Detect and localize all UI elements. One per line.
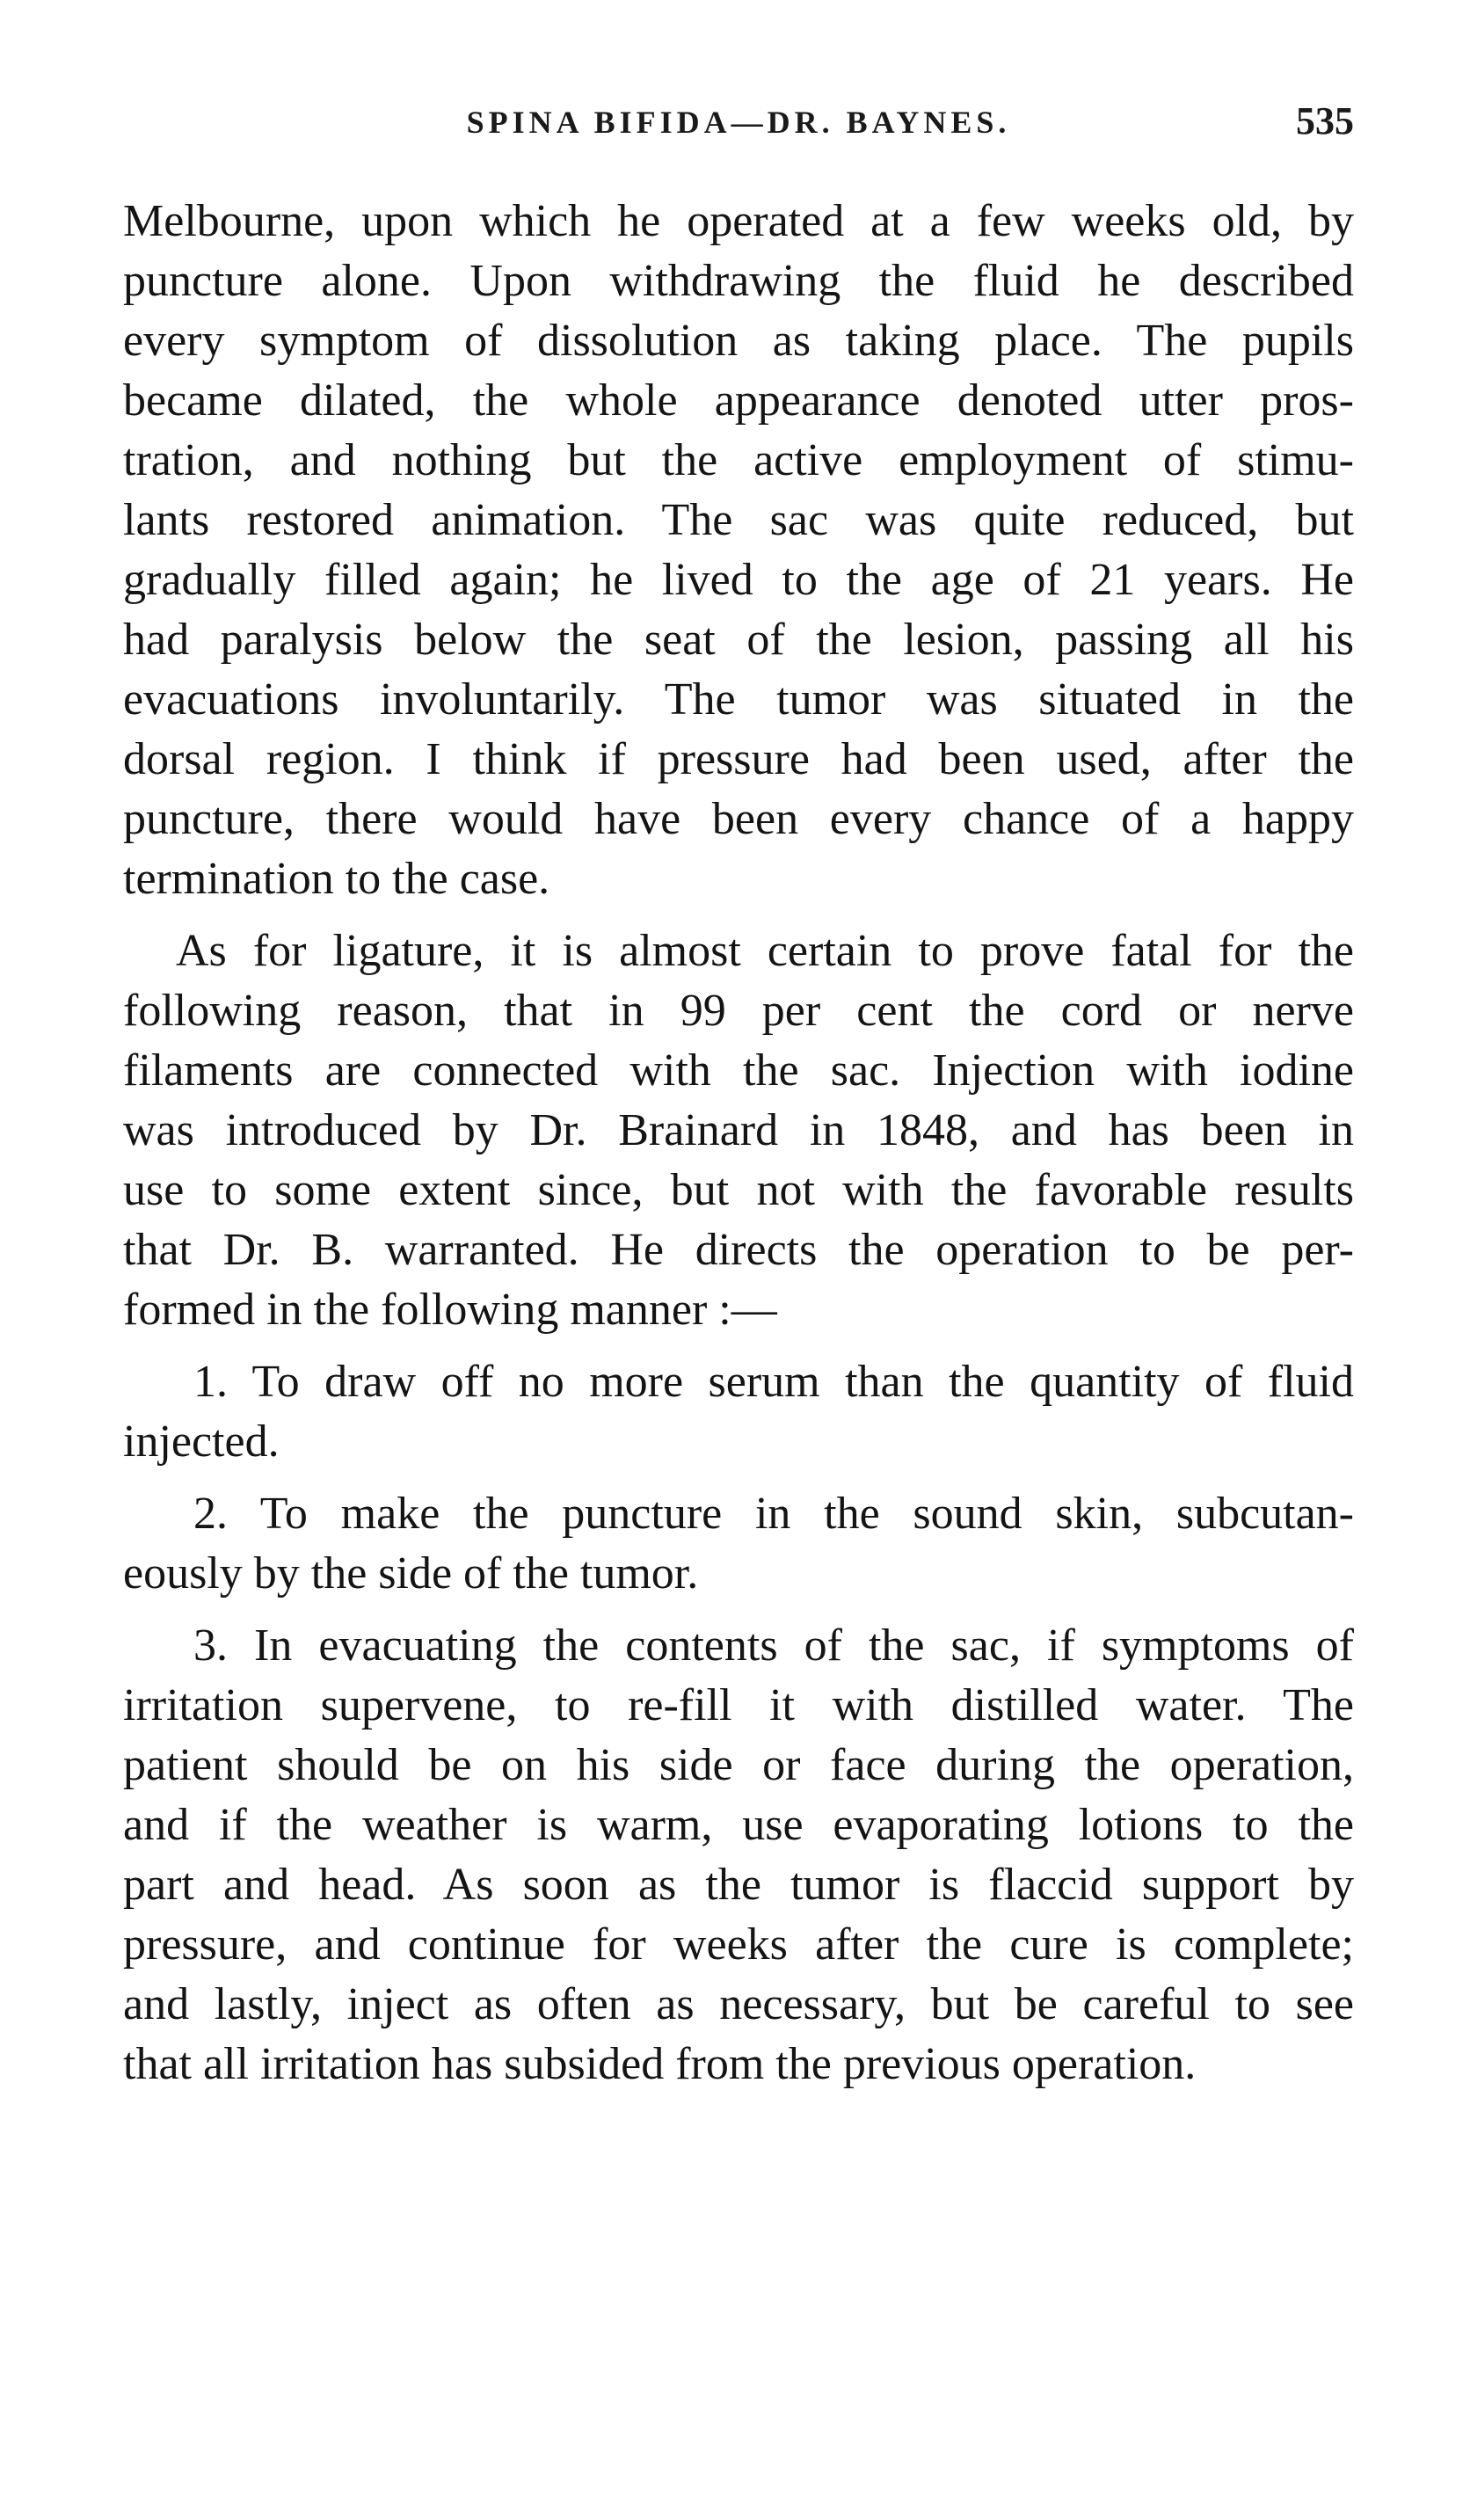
text-line: that Dr. B. warranted. He directs the operation to be per- [123, 1225, 1354, 1275]
page-number: 535 [1296, 99, 1354, 142]
running-head: SPINA BIFIDA—DR. BAYNES. [466, 105, 1011, 140]
text-line: puncture, there would have been every chance of a happy [123, 794, 1354, 844]
text-line: that all irritation has subsided from the previous operation. [123, 2039, 1197, 2089]
numbered-item [123, 1352, 1354, 1472]
text-line: tration, and nothing but the active employment of stimu- [123, 435, 1354, 485]
text-line: patient should be on his side or face during the operation, [123, 1740, 1354, 1790]
text-line: following reason, that in 99 per cent the cord or nerve [123, 986, 1354, 1036]
text-line: formed in the following manner :— [123, 1285, 777, 1335]
text-line: use to some extent since, but not with the favorable results [123, 1165, 1354, 1215]
text-line: gradually filled again; he lived to the age of 21 years. He [123, 555, 1354, 605]
text-line: dorsal region. I think if pressure had been used, after the [123, 734, 1354, 784]
text-line: and if the weather is warm, use evaporating lotions to the [123, 1800, 1354, 1850]
text-line: filaments are connected with the sac. Injection with iodine [123, 1045, 1354, 1096]
text-line: As for ligature, it is almost certain to prove fatal for the [176, 926, 1354, 976]
paragraph [123, 921, 1354, 1340]
text-line: part and head. As soon as the tumor is flaccid support by [123, 1860, 1354, 1910]
text-line: became dilated, the whole appearance denoted utter pros- [123, 375, 1354, 426]
text-line: and lastly, inject as often as necessary, but be careful to see [123, 1979, 1354, 2029]
text-line: puncture alone. Upon withdrawing the fluid he described [123, 256, 1354, 306]
text-line: eously by the side of the tumor. [123, 1548, 699, 1599]
body-text [123, 192, 1354, 2094]
text-line: pressure, and continue for weeks after the cure is complete; [123, 1919, 1354, 1970]
numbered-item [123, 1616, 1354, 2094]
text-line: every symptom of dissolution as taking place. The pupils [123, 316, 1354, 366]
text-line: had paralysis below the seat of the lesion, passing all his [123, 615, 1354, 665]
text-line: termination to the case. [123, 854, 550, 904]
text-line: 1. To draw off no more serum than the quantity of fluid [193, 1357, 1354, 1407]
text-line: evacuations involuntarily. The tumor was situated in the [123, 674, 1354, 725]
paragraph [123, 192, 1354, 909]
numbered-item [123, 1484, 1354, 1604]
text-line: irritation supervene, to re-fill it with distilled water. The [123, 1680, 1354, 1730]
text-line: 2. To make the puncture in the sound skin, subcutan- [193, 1489, 1354, 1539]
page-header [123, 99, 1354, 157]
text-line: 3. In evacuating the contents of the sac, if symptoms of [193, 1621, 1354, 1671]
text-line: injected. [123, 1417, 280, 1467]
text-line: was introduced by Dr. Brainard in 1848, and has been in [123, 1105, 1354, 1155]
text-line: Melbourne, upon which he operated at a few weeks old, by [123, 196, 1354, 246]
text-line: lants restored animation. The sac was quite reduced, but [123, 495, 1354, 545]
